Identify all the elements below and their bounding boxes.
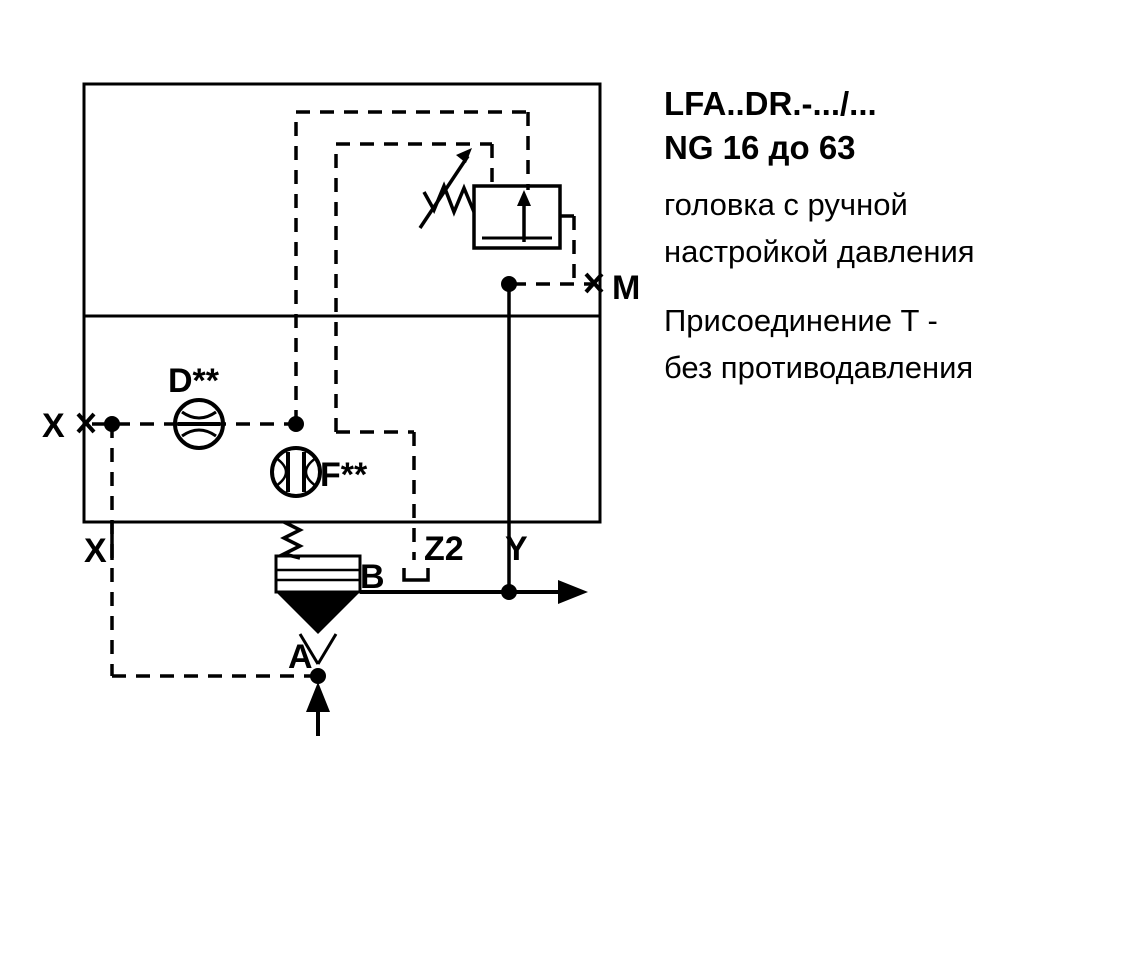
label-x-bottom: X [84, 532, 107, 570]
label-z2: Z2 [424, 530, 464, 568]
label-x-top: X [42, 407, 65, 445]
port-a-inlet-arrow [306, 682, 330, 736]
orifice-d-symbol [175, 400, 223, 448]
label-y: Y [505, 530, 528, 568]
label-a: A [288, 638, 313, 676]
caption-panel [664, 82, 1104, 391]
port-x-marker [78, 414, 94, 432]
caption-title-line-2: NG 16 до 63 [664, 129, 856, 166]
caption-note-line-1: Присоединение T - [664, 303, 938, 338]
label-m: M [612, 269, 641, 307]
caption-note-line-2: без противодавления [664, 350, 974, 385]
z2-bracket-symbol [404, 568, 428, 580]
label-b: B [360, 558, 385, 596]
port-b-outlet-line [360, 580, 588, 604]
caption-description-line-1: головка с ручной [664, 187, 908, 222]
label-d: D** [168, 362, 220, 400]
caption-title-line-1: LFA..DR.-.../... [664, 85, 877, 122]
orifice-f-symbol [272, 448, 320, 496]
caption-description-line-2: настройкой давления [664, 234, 975, 269]
adjustment-spring [420, 148, 474, 228]
pressure-relief-valve-box [474, 186, 560, 248]
label-f: F** [320, 456, 368, 494]
